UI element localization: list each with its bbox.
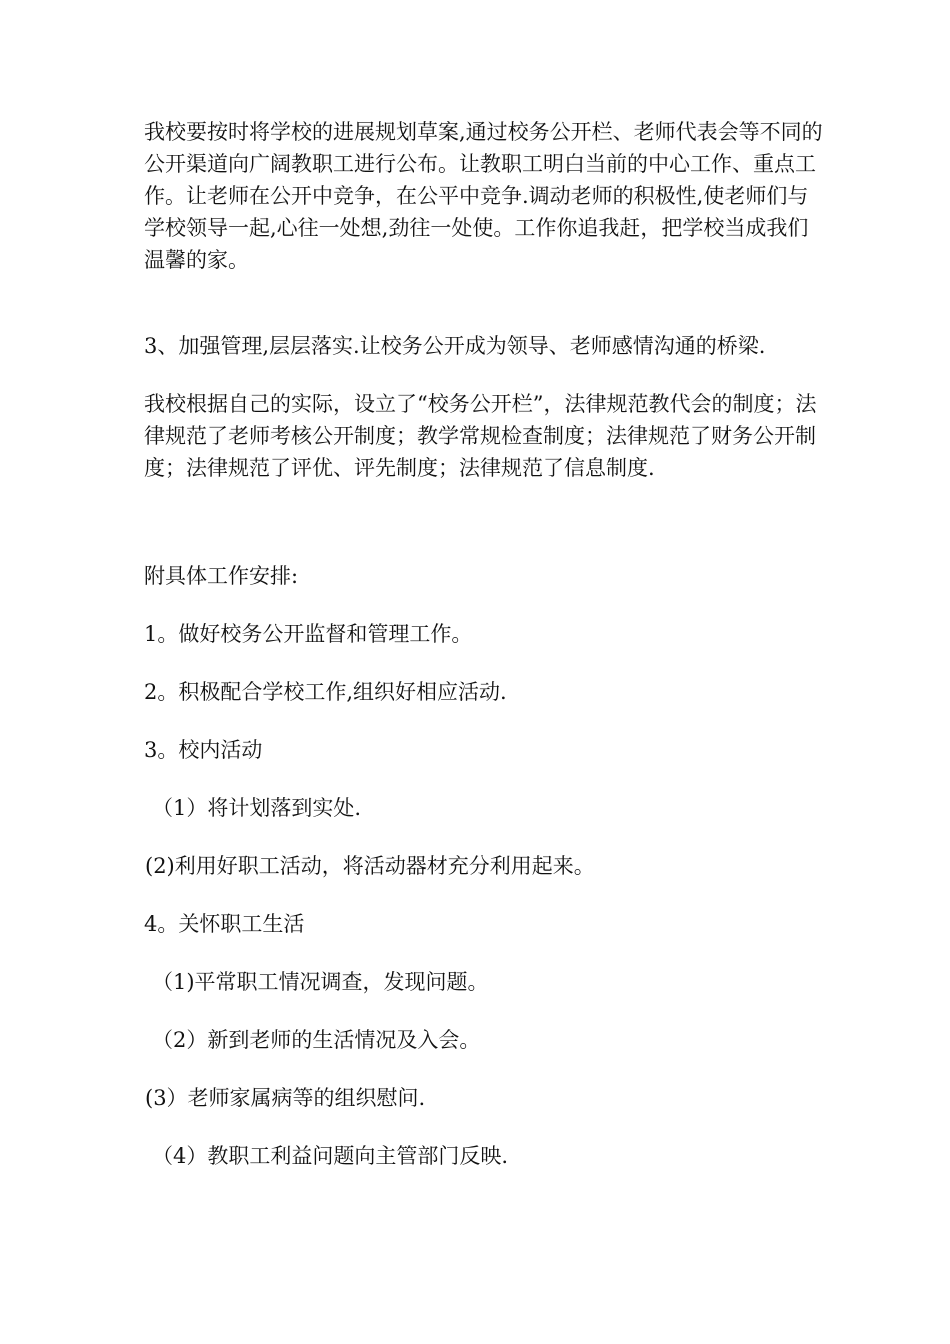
- list-item-1: 1。做好校务公开监督和管理工作。: [144, 622, 473, 646]
- list-item-2: 2。积极配合学校工作,组织好相应活动.: [144, 680, 507, 704]
- list-item-4: 4。关怀职工生活: [144, 912, 305, 936]
- paragraph-system: 我校根据自己的实际，设立了“校务公开栏”，法律规范教代会的制度；法律规范了老师考核公开制度；教学常规检查制度；法律规范了财务公开制度；法律规范了评优、评先制度；法律规范了信息制度.: [144, 392, 817, 480]
- list-item-3: 3。校内活动: [144, 738, 263, 762]
- sub-item-3-2: (2)利用好职工活动，将活动器材充分利用起来。: [145, 854, 595, 878]
- paragraph-management: 3、加强管理,层层落实.让校务公开成为领导、老师感情沟通的桥梁.: [144, 334, 766, 358]
- sub-item-4-4: （4）教职工利益问题向主管部门反映.: [152, 1144, 509, 1168]
- sub-item-4-3: (3）老师家属病等的组织慰问.: [145, 1086, 426, 1110]
- sub-item-3-1: （1）将计划落到实处.: [152, 796, 362, 820]
- sub-item-4-1: （1)平常职工情况调查，发现问题。: [152, 970, 489, 994]
- paragraph-arrangement-heading: 附具体工作安排:: [144, 564, 299, 588]
- sub-item-4-2: （2）新到老师的生活情况及入会。: [152, 1028, 481, 1052]
- paragraph-intro: 我校要按时将学校的进展规划草案,通过校务公开栏、老师代表会等不同的公开渠道向广阔教职工进行公布。让教职工明白当前的中心工作、重点工作。让老师在公开中竞争，在公平中竞争.调动老师的积极性,使老师们与学校领导一起,心往一处想,劲往一处使。工作你追我赶，把学校当成我们温馨的家。: [144, 120, 823, 272]
